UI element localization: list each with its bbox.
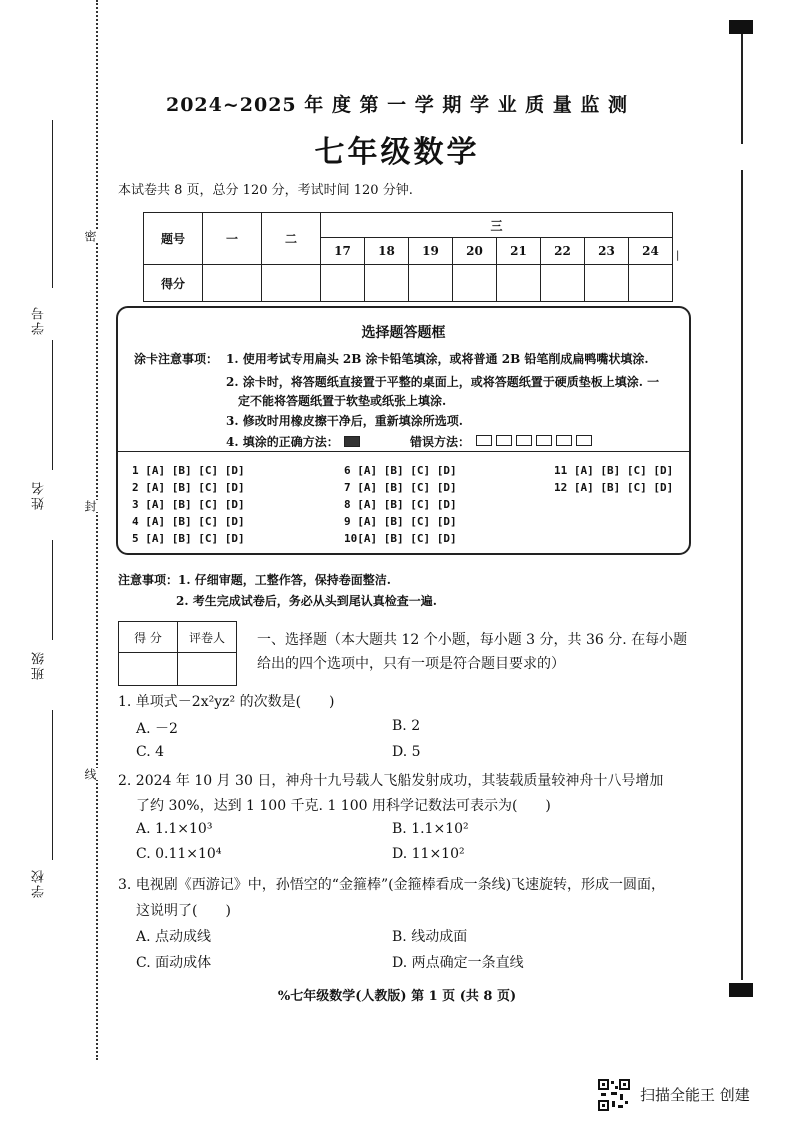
answer-row[interactable]: 5 [A] [B] [C] [D] bbox=[132, 532, 245, 545]
correct-fill-mark-icon bbox=[344, 436, 360, 447]
answer-row[interactable]: 2 [A] [B] [C] [D] bbox=[132, 481, 245, 494]
name-label: 姓名 bbox=[32, 480, 47, 510]
answer-row[interactable]: 11 [A] [B] [C] [D] bbox=[554, 464, 674, 477]
mini-grader-label: 评卷人 bbox=[178, 622, 237, 653]
note-1: 注意事项：1. 仔细审题，工整作答，保持卷面整洁. bbox=[118, 573, 391, 587]
row-label-question: 题号 bbox=[144, 213, 203, 265]
class-line[interactable] bbox=[52, 540, 53, 640]
right-edge-line bbox=[741, 170, 743, 980]
class-label: 班级 bbox=[32, 650, 47, 680]
question-number: 19 bbox=[409, 238, 453, 265]
mini-score-cell[interactable] bbox=[119, 653, 178, 686]
instruction-4: 4. 填涂的正确方法： bbox=[226, 435, 339, 449]
answer-row[interactable]: 4 [A] [B] [C] [D] bbox=[132, 515, 245, 528]
answer-box-title: 选择题答题框 bbox=[361, 325, 446, 341]
score-cell[interactable] bbox=[409, 265, 453, 302]
question-2-stem-line2: 了约 30%，达到 1 100 千克. 1 100 用科学记数法可表示为( ) bbox=[136, 798, 551, 814]
q2-option-d: D. 11×10² bbox=[392, 846, 465, 862]
question-number: 22 bbox=[541, 238, 585, 265]
instruction-3: 3. 修改时用橡皮擦干净后，重新填涂所选项. bbox=[226, 414, 463, 428]
scanner-watermark: 扫描全能王 创建 bbox=[640, 1086, 750, 1104]
q3-option-a: A. 点动成线 bbox=[136, 929, 212, 945]
answer-row[interactable]: 6 [A] [B] [C] [D] bbox=[344, 464, 457, 477]
score-cell[interactable] bbox=[541, 265, 585, 302]
wrong-marks-icon bbox=[474, 433, 594, 447]
answer-row[interactable]: 10[A] [B] [C] [D] bbox=[344, 532, 457, 545]
school-line[interactable] bbox=[52, 710, 53, 860]
section-1-header: 一 bbox=[203, 213, 262, 265]
q3-option-d: D. 两点确定一条直线 bbox=[392, 955, 524, 971]
score-cell[interactable] bbox=[321, 265, 365, 302]
q1-option-c: C. 4 bbox=[136, 744, 165, 760]
school-label: 学校 bbox=[32, 868, 47, 898]
question-2-stem-line1: 2. 2024 年 10 月 30 日，神舟十九号载人飞船发射成功，其装载质量较神舟十八号增加 bbox=[118, 773, 664, 789]
answer-column-3 bbox=[554, 462, 673, 496]
exam-intro: 本试卷共 8 页，总分 120 分，考试时间 120 分钟. bbox=[118, 183, 413, 198]
answer-row[interactable]: 7 [A] [B] [C] [D] bbox=[344, 481, 457, 494]
answer-box bbox=[116, 306, 691, 555]
subject-title: 七年级数学 bbox=[314, 135, 480, 170]
exam-title: 2024~2025 年 度 第 一 学 期 学 业 质 量 监 测 bbox=[165, 94, 629, 116]
q3-option-c: C. 面动成体 bbox=[136, 955, 212, 971]
question-number: 21 bbox=[497, 238, 541, 265]
instruction-2b: 定不能将答题纸置于软垫或纸张上填涂. bbox=[238, 394, 447, 408]
instruction-label: 涂卡注意事项： bbox=[134, 352, 219, 366]
seal-char-feng: 封 bbox=[83, 500, 97, 512]
registration-mark-top bbox=[729, 20, 753, 34]
score-cell[interactable] bbox=[453, 265, 497, 302]
instruction-2a: 2. 涂卡时，将答题纸直接置于平整的桌面上，或将答题纸置于硬质垫板上填涂. 一 bbox=[226, 375, 660, 389]
answer-row[interactable]: 8 [A] [B] [C] [D] bbox=[344, 498, 457, 511]
answer-row[interactable]: 9 [A] [B] [C] [D] bbox=[344, 515, 457, 528]
score-table bbox=[143, 212, 673, 302]
answer-row[interactable]: 12 [A] [B] [C] [D] bbox=[554, 481, 674, 494]
score-cell[interactable] bbox=[585, 265, 629, 302]
page-footer: %七年级数学(人教版) 第 1 页 (共 8 页) bbox=[277, 989, 517, 1004]
q2-option-a: A. 1.1×10³ bbox=[136, 821, 213, 837]
score-cell[interactable] bbox=[497, 265, 541, 302]
question-3-stem-line2: 这说明了( ) bbox=[136, 903, 231, 919]
answer-row[interactable]: 1 [A] [B] [C] [D] bbox=[132, 464, 245, 477]
question-number: 18 bbox=[365, 238, 409, 265]
answer-box-divider bbox=[118, 451, 689, 452]
q3-option-b: B. 线动成面 bbox=[392, 929, 468, 945]
section-1-heading: 一、选择题（本大题共 12 个小题，每小题 3 分，共 36 分. 在每小题给出的四个选项中，只有一项是符合题目要求的） bbox=[257, 632, 688, 672]
seal-char-xian: 线 bbox=[83, 768, 97, 780]
section-2-header: 二 bbox=[262, 213, 321, 265]
question-1-stem: 1. 单项式－2x²yz² 的次数是( ) bbox=[118, 694, 335, 710]
instruction-1: 1. 使用考试专用扁头 2B 涂卡铅笔填涂，或将普通 2B 铅笔削成扁鸭嘴状填涂. bbox=[226, 352, 649, 366]
q1-option-a: A. －2 bbox=[136, 721, 178, 737]
seal-char-mi: 密 bbox=[83, 230, 97, 242]
question-number: 20 bbox=[453, 238, 497, 265]
wrong-method-label: 错误方法： bbox=[410, 435, 471, 449]
answer-row[interactable]: 3 [A] [B] [C] [D] bbox=[132, 498, 245, 511]
answer-column-2 bbox=[344, 462, 457, 547]
question-number: 17 bbox=[321, 238, 365, 265]
q2-option-b: B. 1.1×10² bbox=[392, 821, 469, 837]
student-id-label: 学号 bbox=[32, 305, 47, 335]
section-3-header: 三 bbox=[321, 213, 673, 238]
answer-column-1 bbox=[132, 462, 245, 547]
name-line[interactable] bbox=[52, 340, 53, 470]
q2-option-c: C. 0.11×10⁴ bbox=[136, 846, 222, 862]
question-number: 24 bbox=[629, 238, 673, 265]
section-score-table bbox=[118, 621, 237, 686]
score-cell[interactable] bbox=[203, 265, 262, 302]
score-cell[interactable] bbox=[262, 265, 321, 302]
score-cell[interactable] bbox=[365, 265, 409, 302]
row-label-score: 得分 bbox=[144, 265, 203, 302]
qr-code-icon bbox=[598, 1079, 630, 1111]
mini-score-label: 得 分 bbox=[119, 622, 178, 653]
mini-grader-cell[interactable] bbox=[178, 653, 237, 686]
question-number: 23 bbox=[585, 238, 629, 265]
q1-option-d: D. 5 bbox=[392, 744, 421, 760]
note-2: 2. 考生完成试卷后，务必从头到尾认真检查一遍. bbox=[176, 594, 437, 608]
question-3-stem-line1: 3. 电视剧《西游记》中，孙悟空的“金箍棒”(金箍棒看成一条线)飞速旋转，形成一圆面， bbox=[118, 877, 666, 893]
q1-option-b: B. 2 bbox=[392, 718, 421, 734]
score-cell[interactable] bbox=[629, 265, 673, 302]
tick-mark: | bbox=[676, 250, 680, 261]
